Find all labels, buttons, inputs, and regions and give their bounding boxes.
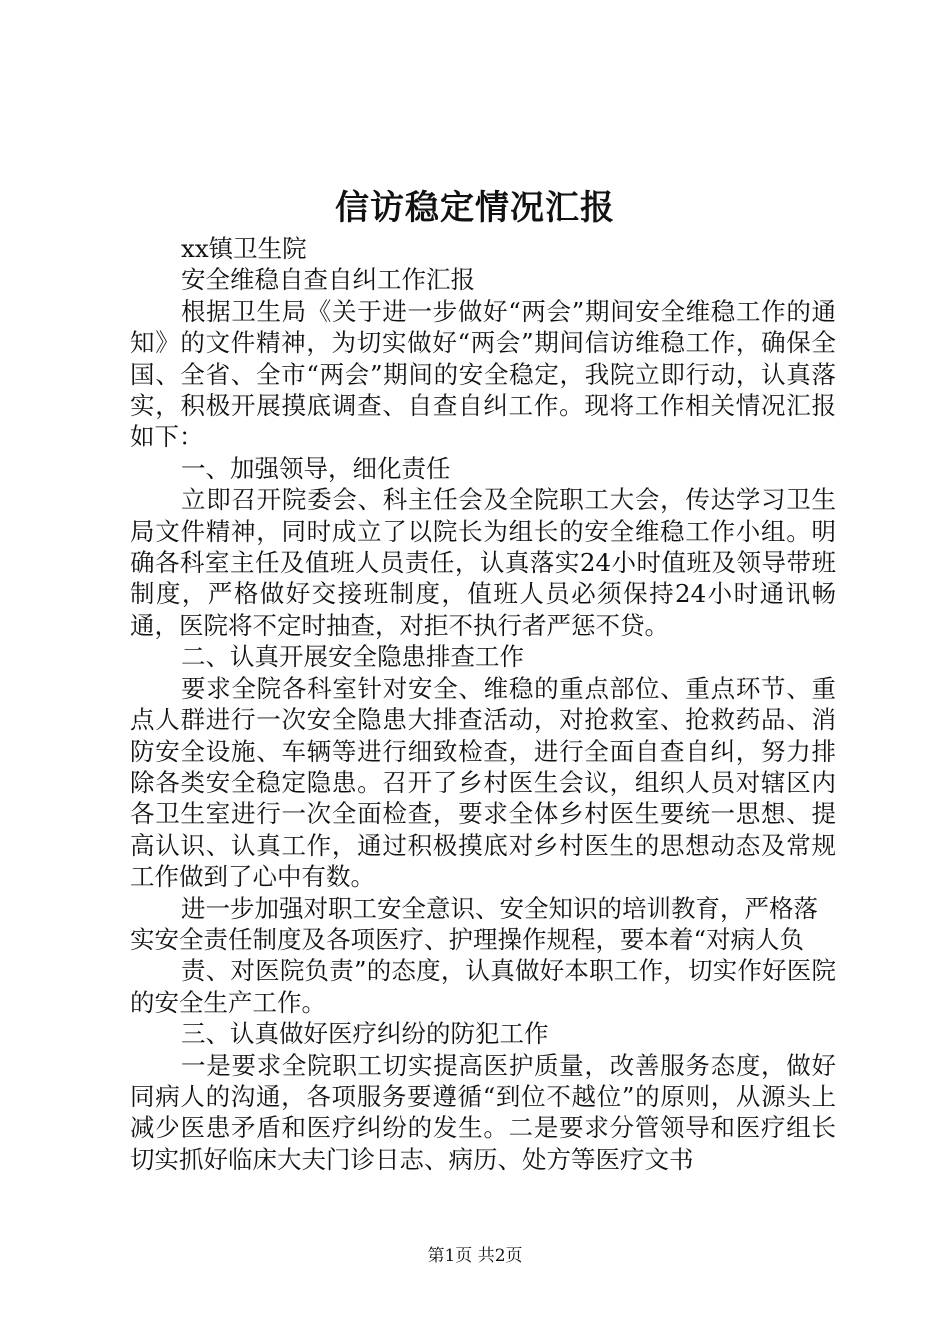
paragraph-section-2a: 要求全院各科室针对安全、维稳的重点部位、重点环节、重点人群进行一次安全隐患大排查活动，对抢救室、抢救药品、消防安全设施、车辆等进行细致检查，进行全面自查自纠，努力排除各类安全稳定隐患。召开了乡村医生会议，组织人员对辖区内各卫生室进行一次全面检查，要求全体乡村医生要统一思想、提高认识、认真工作，通过积极摸底对乡村医生的思想动态及常规工作做到了心中有数。 (130, 673, 836, 892)
document-title: 信访稳定情况汇报 (335, 188, 615, 228)
paragraph-organization: xx镇卫生院 (181, 234, 307, 263)
paragraph-section-2b: 进一步加强对职工安全意识、安全知识的培训教育，严格落实安全责任制度及各项医疗、护理操作规程，要本着“对病人负 (130, 893, 818, 954)
page-footer: 第1页 共2页 (427, 1246, 523, 1266)
section-heading-1: 一、加强领导，细化责任 (181, 453, 451, 483)
paragraph-section-1: 立即召开院委会、科主任会及全院职工大会，传达学习卫生局文件精神，同时成立了以院长为组长的安全维稳工作小组。明确各科室主任及值班人员责任，认真落实24小时值班及领导带班制度，严格做好交接班制度，值班人员必须保持24小时通讯畅通，医院将不定时抽查，对拒不执行者严惩不贷。 (130, 485, 836, 640)
paragraph-section-3: 一是要求全院职工切实提高医护质量，改善服务态度，做好同病人的沟通，各项服务要遵循“到位不越位”的原则，从源头上减少医患矛盾和医疗纠纷的发生。二是要求分管领导和医疗组长切实抓好临床大夫门诊日志、病历、处方等医疗文书 (130, 1050, 836, 1174)
paragraph-subtitle: 安全维稳自查自纠工作汇报 (181, 265, 475, 295)
section-heading-3: 三、认真做好医疗纠纷的防犯工作 (181, 1019, 549, 1049)
document-body (130, 233, 836, 1175)
paragraph-section-2c: 责、对医院负责”的态度，认真做好本职工作，切实作好医院的安全生产工作。 (130, 956, 836, 1017)
section-heading-2: 二、认真开展安全隐患排查工作 (181, 642, 524, 672)
paragraph-intro: 根据卫生局《关于进一步做好“两会”期间安全维稳工作的通知》的文件精神，为切实做好“两会”期间信访维稳工作，确保全国、全省、全市“两会”期间的安全稳定，我院立即行动，认真落实，积极开展摸底调查、自查自纠工作。现将工作相关情况汇报如下： (130, 296, 836, 452)
